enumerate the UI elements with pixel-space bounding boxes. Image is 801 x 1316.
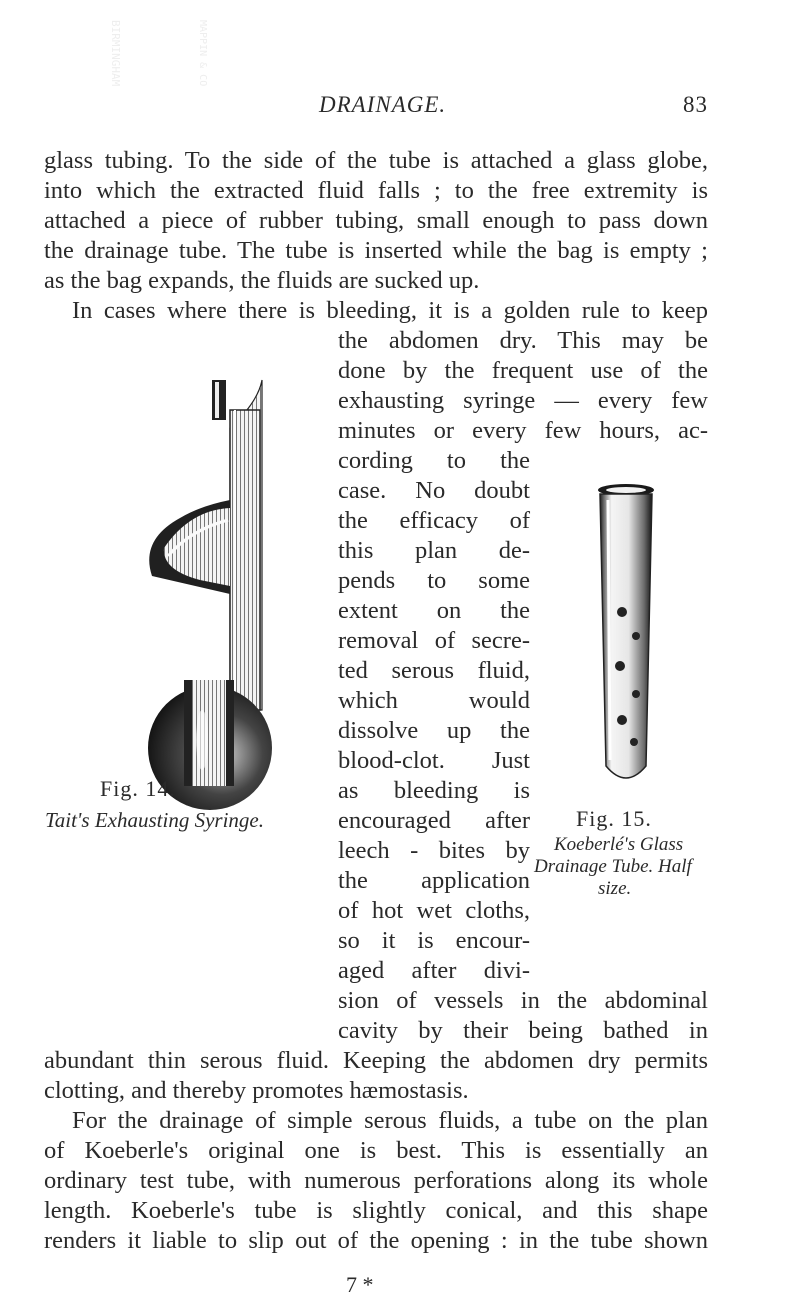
figure-15-label: Fig. 15. bbox=[576, 806, 652, 831]
text-line: the abdomen dry. This may be bbox=[338, 327, 708, 354]
text-line: the application bbox=[338, 867, 530, 894]
text-line: ordinary test tube, with numerous perforations along its whole bbox=[44, 1167, 708, 1194]
paragraph-2-first-line bbox=[72, 296, 708, 326]
text-line: done by the frequent use of the bbox=[338, 357, 708, 384]
text-line: length. Koeberle's tube is slightly conical, and this shape bbox=[44, 1197, 708, 1224]
paragraph-1 bbox=[44, 146, 708, 296]
syringe-barrel bbox=[230, 380, 262, 710]
page-number: 83 bbox=[683, 92, 708, 117]
figure-15-caption-line-3: size. bbox=[598, 878, 632, 899]
figure-15-illustration bbox=[592, 480, 662, 800]
text-line: as the bag expands, the fluids are sucked up. bbox=[44, 267, 480, 294]
figure-14-caption: Tait's Exhausting Syringe. bbox=[45, 808, 264, 832]
syringe-stamp bbox=[109, 20, 208, 87]
text-line: ted serous fluid, bbox=[338, 657, 530, 684]
figure-15-caption-line-1: Koeberlé's Glass bbox=[554, 834, 684, 855]
text-line: as bleeding is bbox=[338, 777, 530, 804]
running-head: DRAINAGE. bbox=[319, 92, 447, 117]
syringe-handle bbox=[212, 380, 226, 420]
text-line: removal of secre- bbox=[338, 627, 530, 654]
text-line: extent on the bbox=[338, 597, 530, 624]
text-line: blood-clot. Just bbox=[338, 747, 530, 774]
text-line: leech - bites by bbox=[338, 837, 530, 864]
text-line: sion of vessels in the abdominal bbox=[338, 987, 708, 1014]
text-line: this plan de- bbox=[338, 537, 530, 564]
text-line: the efficacy of bbox=[338, 507, 530, 534]
text-line: case. No doubt bbox=[338, 477, 530, 504]
text-line: cording to the bbox=[338, 447, 530, 474]
text-line: dissolve up the bbox=[338, 717, 530, 744]
text-line: cavity by their being bathed in bbox=[338, 1017, 708, 1044]
stamp-text-birmingham: BIRMINGHAM bbox=[109, 20, 122, 87]
paragraph-2-narrow-column bbox=[338, 446, 530, 986]
paragraph-3 bbox=[44, 1106, 708, 1256]
paragraph-2-mid-column-end bbox=[338, 986, 708, 1046]
text-line: encouraged after bbox=[338, 807, 530, 834]
text-line: For the drainage of simple serous fluids, a tube on the plan bbox=[72, 1107, 708, 1134]
text-line: the drainage tube. The tube is inserted while the bag is empty ; bbox=[44, 237, 708, 264]
stamp-text-maker: MAPPIN & CO bbox=[197, 20, 208, 87]
text-line: into which the extracted fluid falls ; to the free extremity is bbox=[44, 177, 708, 204]
text-line: so it is encour- bbox=[338, 927, 530, 954]
signature-mark: 7 * bbox=[346, 1272, 374, 1297]
text-line: glass tubing. To the side of the tube is attached a glass globe, bbox=[44, 147, 708, 174]
text-line: renders it liable to slip out of the opening : in the tube shown bbox=[44, 1227, 708, 1254]
figure-15-caption-line-2: Drainage Tube. Half bbox=[534, 856, 692, 877]
text-line: attached a piece of rubber tubing, small enough to pass down bbox=[44, 207, 708, 234]
text-line: In cases where there is bleeding, it is a golden rule to keep bbox=[72, 297, 708, 324]
text-line: clotting, and thereby promotes hæmostasis. bbox=[44, 1077, 469, 1104]
text-line: abundant thin serous fluid. Keeping the abdomen dry permits bbox=[44, 1047, 708, 1074]
paragraph-2-mid-column bbox=[338, 326, 708, 446]
text-line: pends to some bbox=[338, 567, 530, 594]
text-line: which would bbox=[338, 687, 530, 714]
tube-body bbox=[600, 494, 652, 778]
paragraph-2-end bbox=[44, 1046, 708, 1106]
figure-14-label: Fig. 14. bbox=[100, 776, 176, 801]
text-line: of hot wet cloths, bbox=[338, 897, 530, 924]
text-line: aged after divi- bbox=[338, 957, 530, 984]
text-line: of Koeberle's original one is best. This is essentially an bbox=[44, 1137, 708, 1164]
text-line: minutes or every few hours, ac- bbox=[338, 417, 708, 444]
syringe-side-globe bbox=[149, 500, 230, 594]
text-line: exhausting syringe — every few bbox=[338, 387, 708, 414]
